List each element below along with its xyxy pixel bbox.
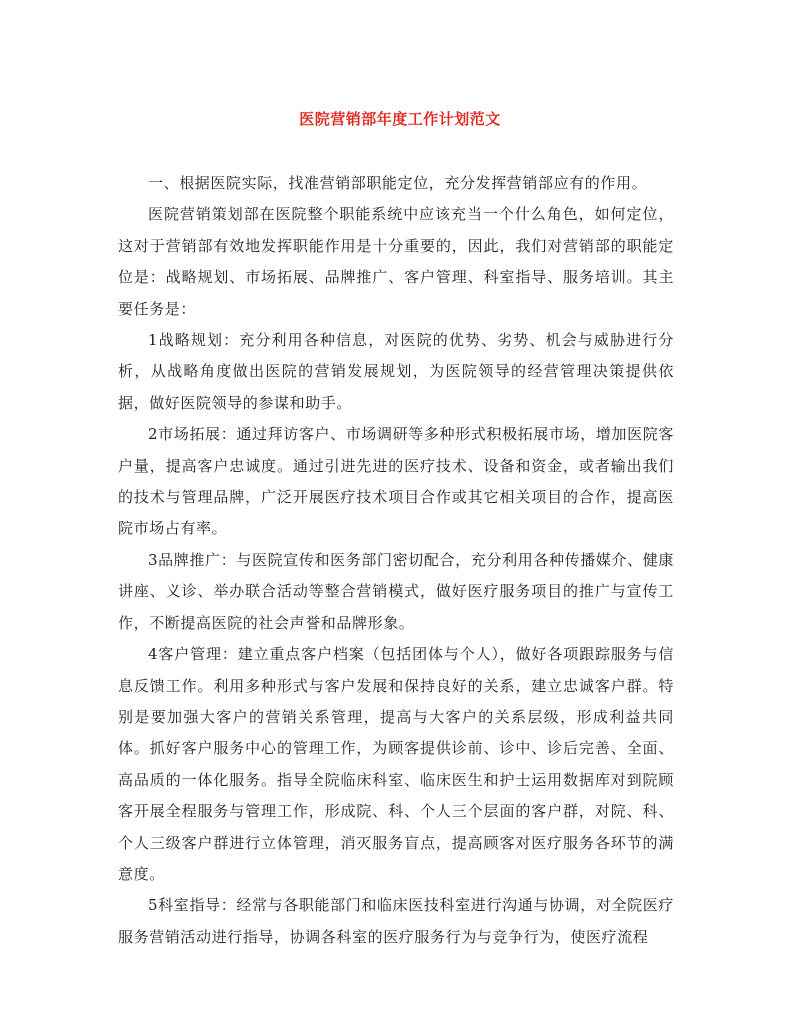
document-body — [118, 168, 674, 953]
intro-paragraph: 医院营销策划部在医院整个职能系统中应该充当一个什么角色，如何定位，这对于营销部有效地发挥职能作用是十分重要的，因此，我们对营销部的职能定位是：战略规划、市场拓展、品牌推广、客户管理、科室指导、服务培训。其主要任务是： — [118, 205, 674, 318]
market-expansion-paragraph: 2市场拓展：通过拜访客户、市场调研等多种形式积极拓展市场，增加医院客户量，提高客户忠诚度。通过引进先进的医疗技术、设备和资金，或者输出我们的技术与管理品牌，广泛开展医疗技术项目合作或其它相关项目的合作，提高医院市场占有率。 — [118, 425, 674, 538]
document-title: 医院营销部年度工作计划范文 — [299, 110, 501, 128]
strategy-planning-paragraph: 1战略规划：充分利用各种信息，对医院的优势、劣势、机会与威胁进行分析，从战略角度做出医院的营销发展规划，为医院领导的经营管理决策提供依据，做好医院领导的参谋和助手。 — [118, 331, 674, 412]
department-guidance-paragraph: 5科室指导：经常与各职能部门和临床医技科室进行沟通与协调，对全院医疗服务营销活动进行指导，协调各科室的医疗服务行为与竞争行为，使医疗流程 — [118, 896, 674, 946]
customer-management-paragraph: 4客户管理：建立重点客户档案（包括团体与个人），做好各项跟踪服务与信息反馈工作。利用多种形式与客户发展和保持良好的关系，建立忠诚客户群。特别是要加强大客户的营销关系管理，提高与大客户的关系层级，形成利益共同体。抓好客户服务中心的管理工作，为顾客提供诊前、诊中、诊后完善、全面、高品质的一体化服务。指导全院临床科室、临床医生和护士运用数据库对到院顾客开展全程服务与管理工作，形成院、科、个人三个层面的客户群，对院、科、个人三级客户群进行立体管理，消灭服务盲点，提高顾客对医疗服务各环节的满意度。 — [118, 645, 674, 883]
section-heading-paragraph: 一、根据医院实际，找准营销部职能定位，充分发挥营销部应有的作用。 — [148, 174, 648, 192]
brand-promotion-paragraph: 3品牌推广：与医院宣传和医务部门密切配合，充分利用各种传播媒介、健康讲座、义诊、举办联合活动等整合营销模式，做好医疗服务项目的推广与宣传工作，不断提高医院的社会声誉和品牌形象。 — [118, 550, 674, 632]
